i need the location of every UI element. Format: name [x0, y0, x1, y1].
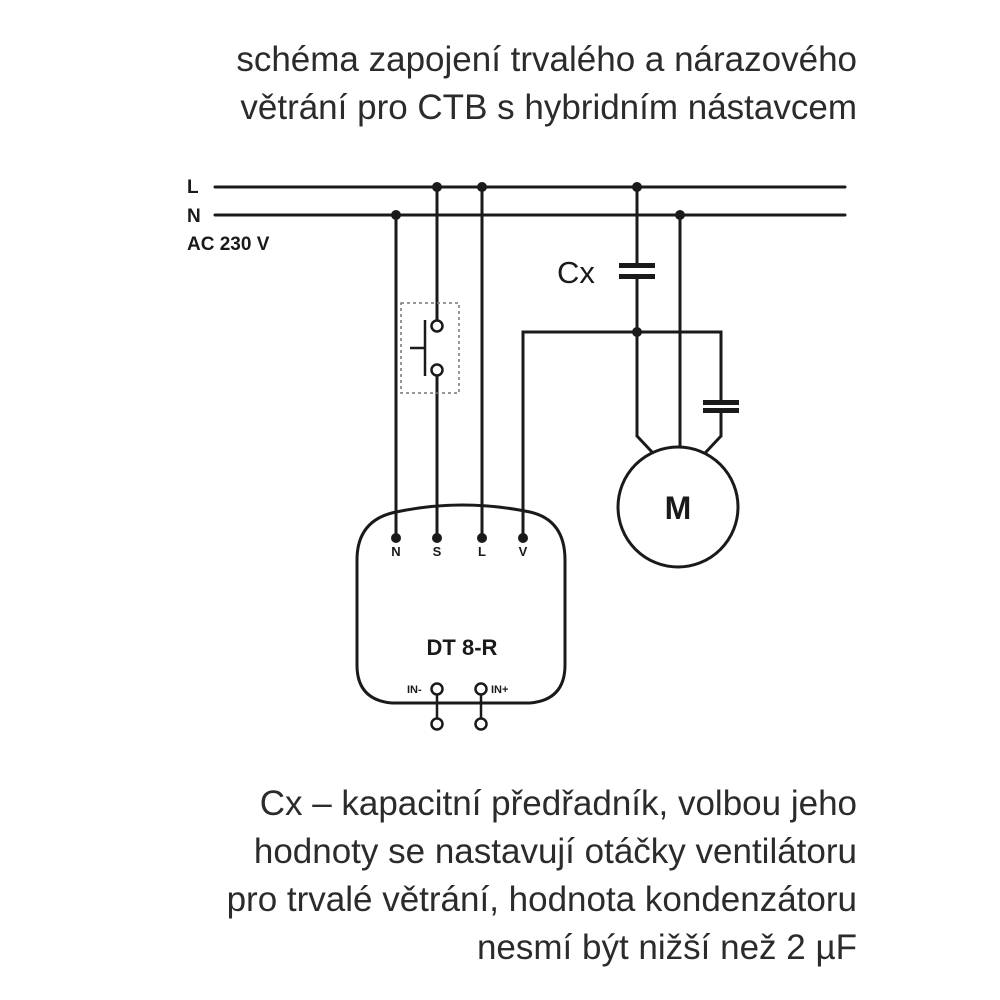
junction-dot — [632, 182, 642, 192]
input-plus-lead-end — [476, 719, 487, 730]
junction-dot — [675, 210, 685, 220]
supply-l-label: L — [187, 177, 199, 198]
junction-dot — [391, 210, 401, 220]
terminal-dot-n — [391, 533, 401, 543]
input-minus-label: IN- — [407, 684, 422, 696]
note-line-3: pro trvalé větrání, hodnota kondenzátoru — [226, 880, 857, 919]
supply-voltage-label: AC 230 V — [187, 234, 270, 255]
push-button-contact-bottom — [432, 365, 443, 376]
note-line-1: Cx – kapacitní předřadník, volbou jeho — [259, 784, 857, 823]
input-plus-label: IN+ — [491, 684, 509, 696]
dt8r-module-body — [357, 505, 565, 703]
push-button-box — [401, 303, 459, 393]
input-plus-terminal — [476, 684, 487, 695]
note-line-2: hodnoty se nastavují otáčky ventilátoru — [253, 832, 857, 871]
terminal-label-n: N — [391, 544, 401, 559]
supply-n-label: N — [187, 206, 201, 227]
terminal-dot-s — [432, 533, 442, 543]
push-button-contact-top — [432, 321, 443, 332]
title-line-2: větrání pro CTB s hybridním nástavcem — [240, 88, 857, 127]
motor-capacitor-plate-top — [703, 400, 739, 405]
wire-motor-left — [637, 430, 652, 452]
title-line-1: schéma zapojení trvalého a nárazového — [236, 40, 857, 79]
terminal-dot-v — [518, 533, 528, 543]
module-name: DT 8-R — [426, 635, 498, 660]
terminal-label-s: S — [432, 544, 442, 559]
capacitor-note — [37, 780, 857, 972]
junction-dot — [432, 182, 442, 192]
cx-capacitor-plate-bottom — [619, 274, 655, 279]
junction-dot — [632, 327, 642, 337]
input-minus-lead-end — [432, 719, 443, 730]
terminal-dot-l — [477, 533, 487, 543]
wire-motor-right — [706, 436, 721, 452]
input-minus-terminal — [432, 684, 443, 695]
motor-capacitor-plate-bottom — [703, 408, 739, 413]
cx-label: Cx — [557, 255, 595, 290]
terminal-label-l: L — [478, 544, 486, 559]
junction-dot — [477, 182, 487, 192]
terminal-label-v: V — [518, 544, 528, 559]
note-line-4: nesmí být nižší než 2 µF — [476, 928, 857, 967]
cx-capacitor-plate-top — [619, 263, 655, 268]
motor-label: M — [664, 490, 692, 526]
